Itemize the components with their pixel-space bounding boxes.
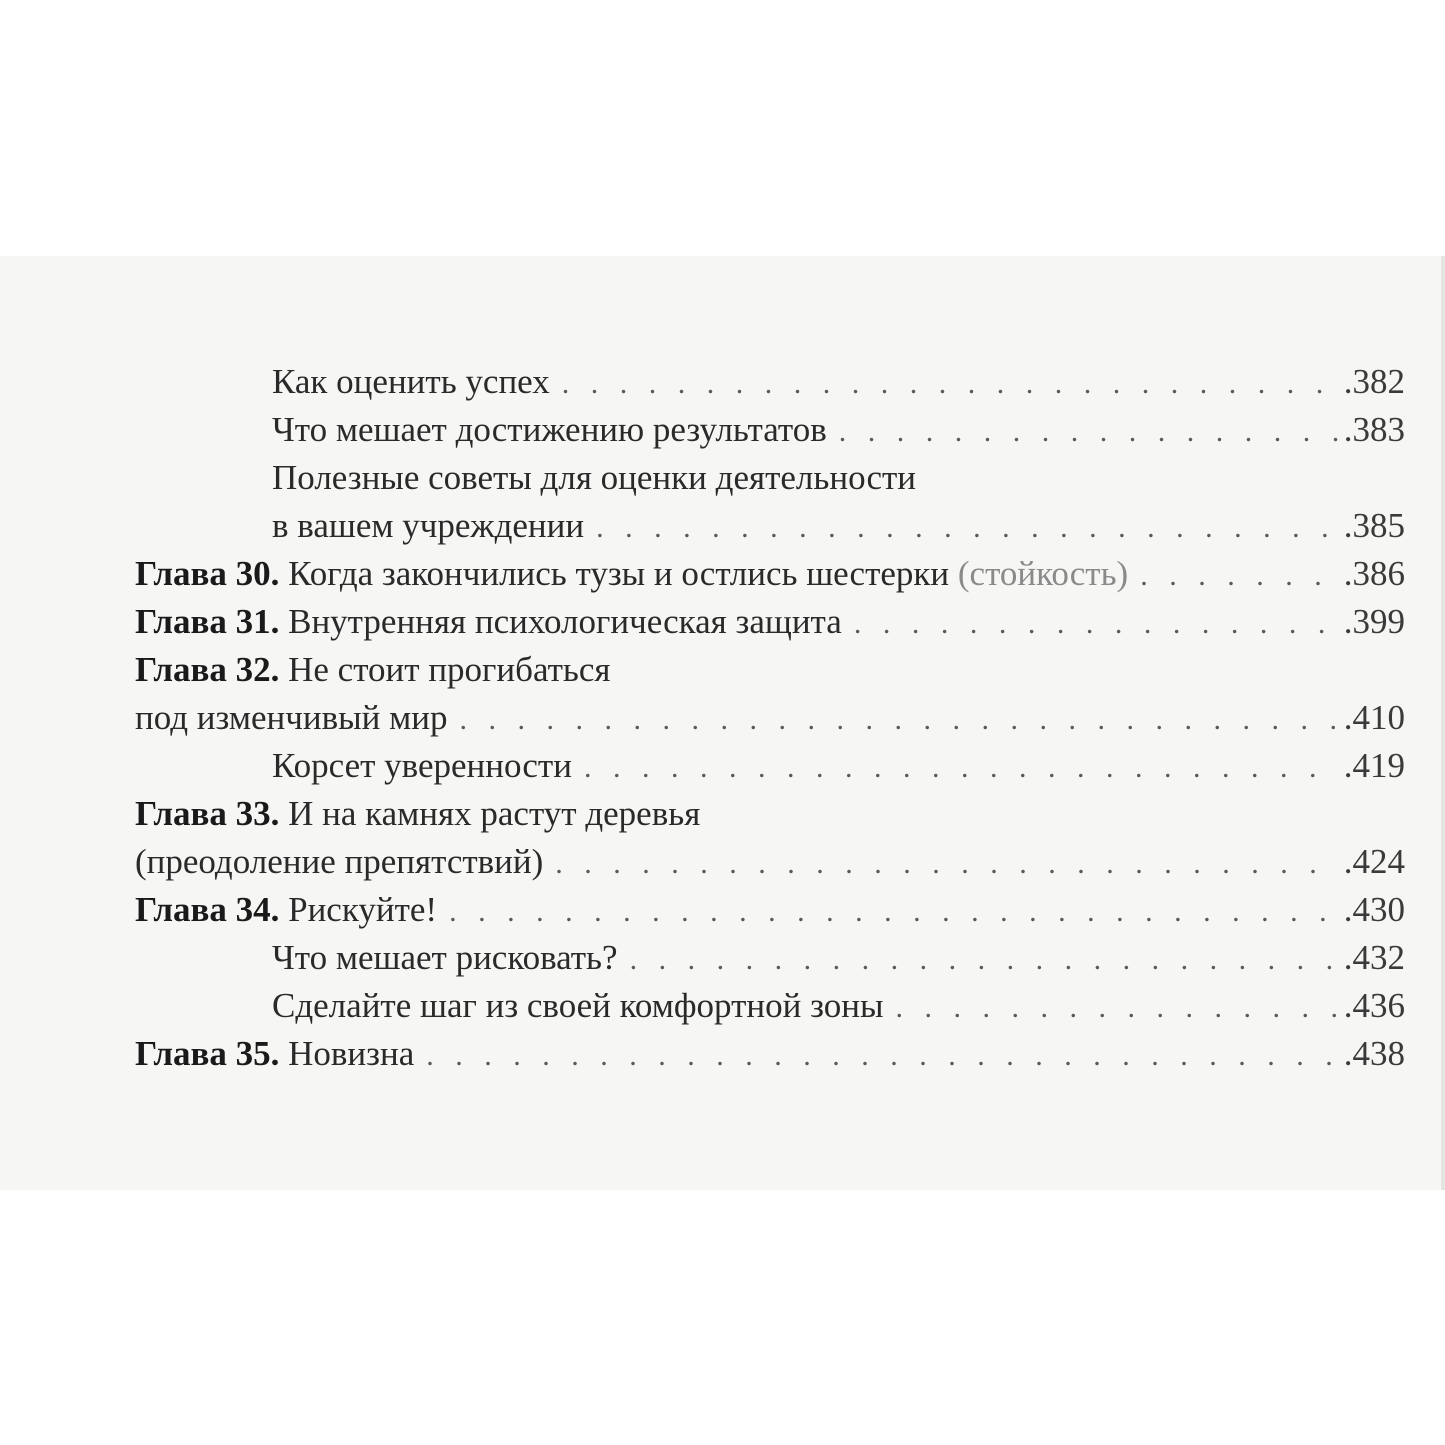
toc-entry-title: Что мешает достижению результатов	[272, 410, 827, 449]
toc-chapter	[0, 790, 1445, 838]
toc-entry-title: Корсет уверенности	[272, 746, 572, 785]
chapter-label: Глава 30.	[135, 554, 280, 593]
toc-page-number: .383	[1343, 410, 1405, 449]
toc-entry-title: Не стоит прогибаться	[279, 650, 611, 689]
toc-entry	[0, 742, 1445, 790]
toc-entry-title: Как оценить успех	[272, 362, 550, 401]
dot-leader	[584, 744, 1340, 792]
table-of-contents	[0, 358, 1445, 1078]
toc-entry-title: И на камнях растут деревья	[279, 794, 701, 833]
toc-entry-title: Полезные советы для оценки деятельности	[272, 458, 917, 497]
dot-leader	[1140, 552, 1340, 600]
toc-page-number: .419	[1343, 746, 1405, 785]
toc-page-number: .436	[1343, 986, 1405, 1025]
toc-page-number: .385	[1343, 506, 1405, 545]
toc-entry-title: (преодоление препятствий)	[135, 842, 544, 881]
toc-entry	[0, 934, 1445, 982]
dot-leader	[562, 360, 1340, 408]
toc-page-number: .386	[1343, 554, 1405, 593]
toc-entry	[0, 358, 1445, 406]
toc-page-number: .382	[1343, 362, 1405, 401]
toc-chapter	[0, 1030, 1445, 1078]
dot-leader	[460, 696, 1340, 744]
dot-leader	[839, 408, 1340, 456]
toc-entry-title-extra: (стойкость)	[949, 554, 1129, 593]
toc-entry	[0, 406, 1445, 454]
toc-entry-title: Когда закончились тузы и остлись шестерки	[279, 554, 950, 593]
dot-leader	[630, 936, 1340, 984]
chapter-label: Глава 35.	[135, 1034, 280, 1073]
chapter-label: Глава 31.	[135, 602, 280, 641]
dot-leader	[555, 840, 1339, 888]
dot-leader	[854, 600, 1340, 648]
toc-entry-title: Сделайте шаг из своей комфортной зоны	[272, 986, 884, 1025]
toc-chapter	[0, 598, 1445, 646]
dot-leader	[426, 1032, 1340, 1080]
toc-entry-continuation	[0, 838, 1445, 886]
toc-entry	[0, 982, 1445, 1030]
dot-leader	[596, 504, 1340, 552]
toc-entry-title: Что мешает рисковать?	[272, 938, 618, 977]
toc-entry-continuation	[0, 694, 1445, 742]
toc-entry-title: Новизна	[279, 1034, 415, 1073]
toc-page-number: .399	[1343, 602, 1405, 641]
dot-leader	[895, 984, 1339, 1032]
toc-entry-title: под изменчивый мир	[135, 698, 448, 737]
toc-page-number: .438	[1343, 1034, 1405, 1073]
toc-chapter	[0, 886, 1445, 934]
toc-chapter	[0, 550, 1445, 598]
toc-entry	[0, 454, 1445, 502]
toc-page-number: .410	[1343, 698, 1405, 737]
toc-entry-title: Внутренняя психологическая защита	[279, 602, 842, 641]
toc-page-number: .430	[1343, 890, 1405, 929]
toc-entry-continuation	[0, 502, 1445, 550]
chapter-label: Глава 33.	[135, 794, 280, 833]
toc-entry-title: Рискуйте!	[279, 890, 438, 929]
toc-chapter	[0, 646, 1445, 694]
toc-page-number: .424	[1343, 842, 1405, 881]
chapter-label: Глава 34.	[135, 890, 280, 929]
toc-entry-title: в вашем учреждении	[272, 506, 585, 545]
toc-page-number: .432	[1343, 938, 1405, 977]
chapter-label: Глава 32.	[135, 650, 280, 689]
dot-leader	[449, 888, 1340, 936]
